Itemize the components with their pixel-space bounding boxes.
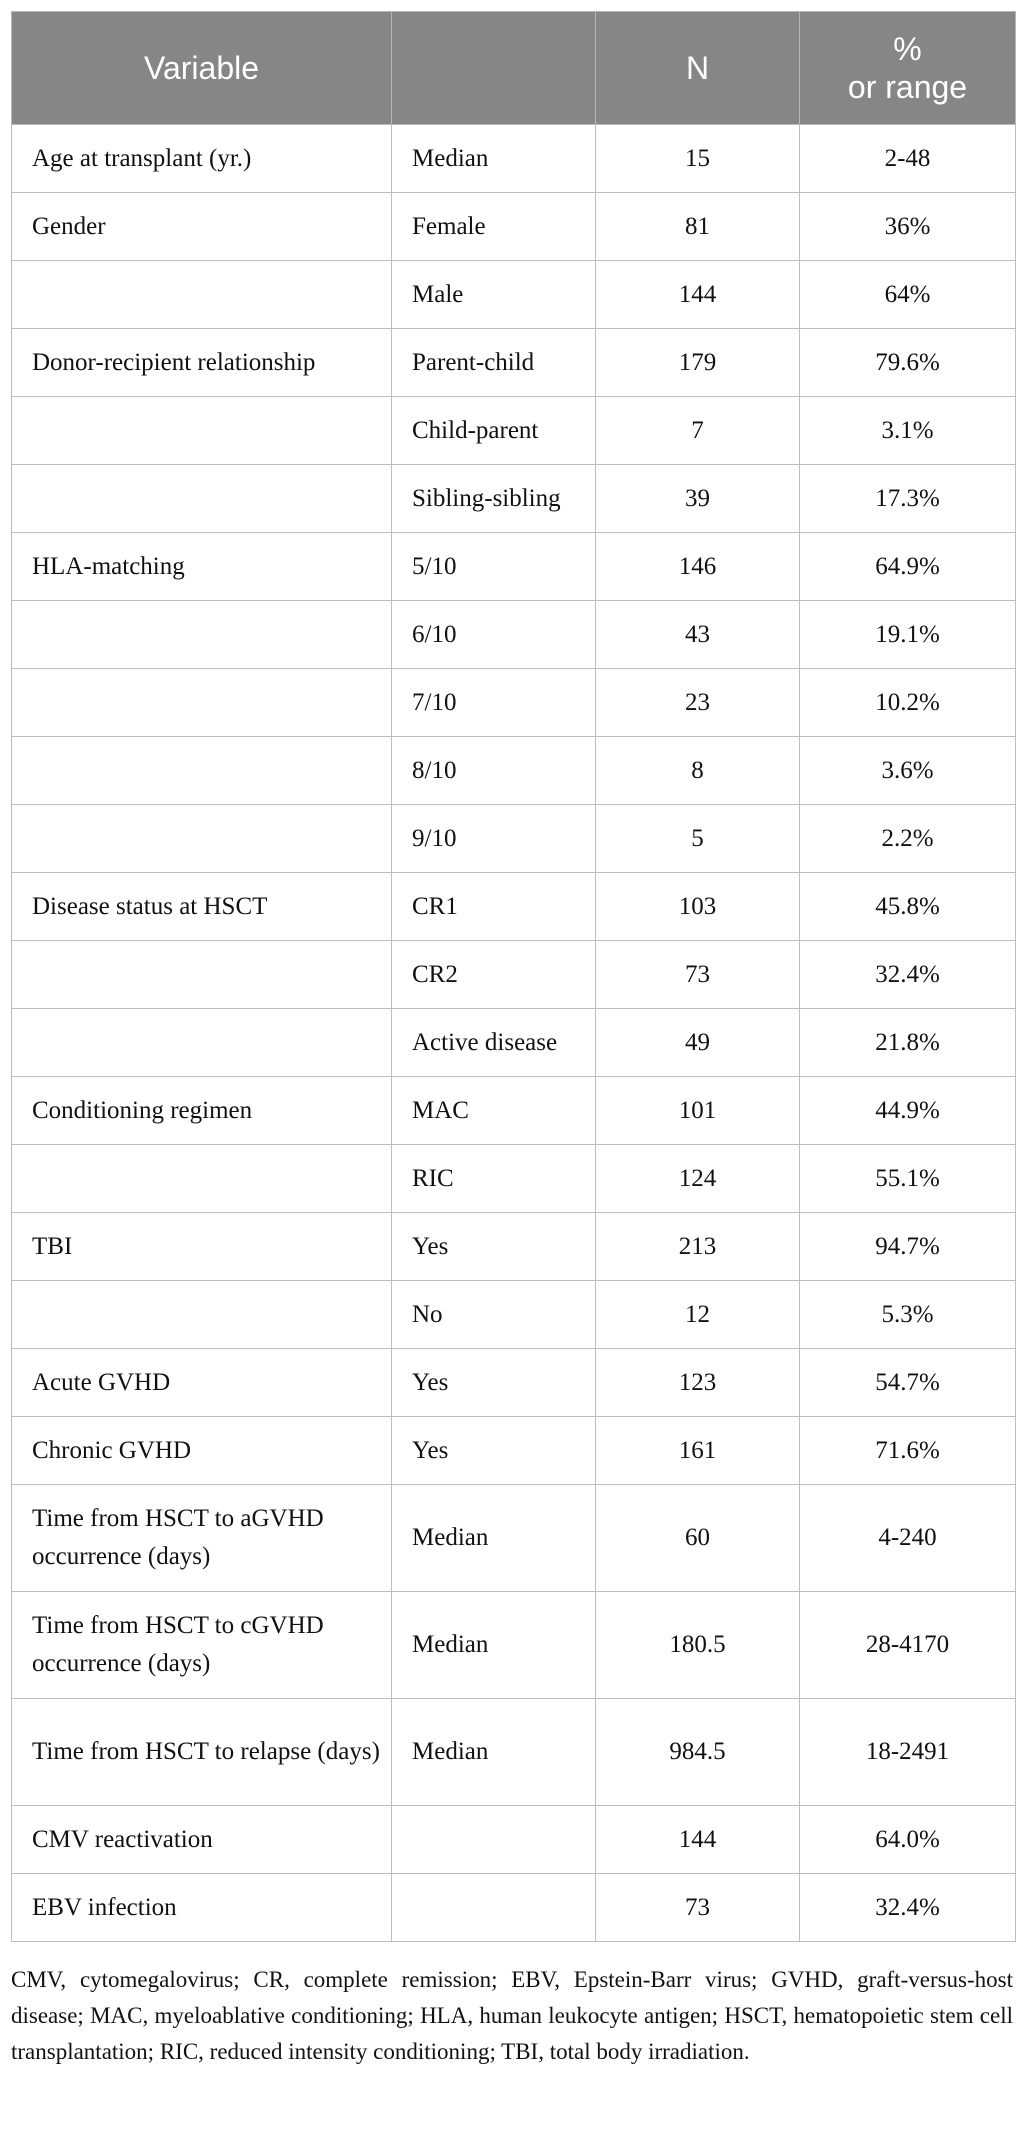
cell-variable bbox=[12, 941, 392, 1009]
cell-n: 213 bbox=[596, 1213, 800, 1281]
table-row bbox=[12, 1349, 1016, 1417]
header-n: N bbox=[596, 12, 800, 125]
table-row bbox=[12, 1009, 1016, 1077]
table-row bbox=[12, 737, 1016, 805]
cell-percent-or-range: 21.8% bbox=[800, 1009, 1016, 1077]
cell-percent-or-range: 71.6% bbox=[800, 1417, 1016, 1485]
cell-category: Sibling-sibling bbox=[392, 465, 596, 533]
header-percent-line1: % bbox=[893, 31, 922, 67]
cell-variable: Age at transplant (yr.) bbox=[12, 125, 392, 193]
cell-category: 7/10 bbox=[392, 669, 596, 737]
cell-category: Yes bbox=[392, 1213, 596, 1281]
header-percent-or-range bbox=[800, 12, 1016, 125]
cell-variable: CMV reactivation bbox=[12, 1806, 392, 1874]
cell-category bbox=[392, 1806, 596, 1874]
cell-n: 39 bbox=[596, 465, 800, 533]
cell-n: 984.5 bbox=[596, 1699, 800, 1806]
cell-variable: Conditioning regimen bbox=[12, 1077, 392, 1145]
table-row bbox=[12, 1145, 1016, 1213]
cell-percent-or-range: 4-240 bbox=[800, 1485, 1016, 1592]
patient-characteristics-table bbox=[11, 11, 1016, 1942]
cell-category: 9/10 bbox=[392, 805, 596, 873]
cell-variable: Chronic GVHD bbox=[12, 1417, 392, 1485]
cell-percent-or-range: 3.1% bbox=[800, 397, 1016, 465]
table-container bbox=[11, 11, 1015, 2070]
table-row bbox=[12, 941, 1016, 1009]
cell-n: 73 bbox=[596, 1874, 800, 1942]
cell-n: 8 bbox=[596, 737, 800, 805]
table-row bbox=[12, 1077, 1016, 1145]
cell-variable bbox=[12, 261, 392, 329]
header-variable: Variable bbox=[12, 12, 392, 125]
table-body bbox=[12, 125, 1016, 1942]
cell-variable: Disease status at HSCT bbox=[12, 873, 392, 941]
cell-n: 124 bbox=[596, 1145, 800, 1213]
cell-category: 8/10 bbox=[392, 737, 596, 805]
cell-percent-or-range: 2-48 bbox=[800, 125, 1016, 193]
cell-percent-or-range: 44.9% bbox=[800, 1077, 1016, 1145]
cell-category: Median bbox=[392, 1699, 596, 1806]
cell-percent-or-range: 94.7% bbox=[800, 1213, 1016, 1281]
cell-category: 5/10 bbox=[392, 533, 596, 601]
cell-variable bbox=[12, 1009, 392, 1077]
cell-percent-or-range: 19.1% bbox=[800, 601, 1016, 669]
cell-category: No bbox=[392, 1281, 596, 1349]
cell-variable bbox=[12, 465, 392, 533]
cell-category: 6/10 bbox=[392, 601, 596, 669]
cell-n: 103 bbox=[596, 873, 800, 941]
cell-n: 144 bbox=[596, 261, 800, 329]
cell-n: 179 bbox=[596, 329, 800, 397]
table-row bbox=[12, 397, 1016, 465]
cell-variable bbox=[12, 1145, 392, 1213]
table-row bbox=[12, 1874, 1016, 1942]
cell-category: Female bbox=[392, 193, 596, 261]
table-row bbox=[12, 465, 1016, 533]
cell-n: 161 bbox=[596, 1417, 800, 1485]
header-percent-line2: or range bbox=[847, 69, 968, 105]
cell-percent-or-range: 18-2491 bbox=[800, 1699, 1016, 1806]
cell-variable bbox=[12, 805, 392, 873]
cell-percent-or-range: 36% bbox=[800, 193, 1016, 261]
cell-variable: EBV infection bbox=[12, 1874, 392, 1942]
cell-category: Median bbox=[392, 1592, 596, 1699]
cell-percent-or-range: 64% bbox=[800, 261, 1016, 329]
table-row bbox=[12, 601, 1016, 669]
cell-percent-or-range: 64.0% bbox=[800, 1806, 1016, 1874]
table-row bbox=[12, 873, 1016, 941]
table-row bbox=[12, 193, 1016, 261]
cell-percent-or-range: 54.7% bbox=[800, 1349, 1016, 1417]
cell-category: Child-parent bbox=[392, 397, 596, 465]
table-row bbox=[12, 1592, 1016, 1699]
table-row bbox=[12, 533, 1016, 601]
cell-n: 7 bbox=[596, 397, 800, 465]
table-row bbox=[12, 1281, 1016, 1349]
header-category bbox=[392, 12, 596, 125]
cell-percent-or-range: 28-4170 bbox=[800, 1592, 1016, 1699]
cell-n: 123 bbox=[596, 1349, 800, 1417]
cell-variable bbox=[12, 601, 392, 669]
cell-n: 49 bbox=[596, 1009, 800, 1077]
table-row bbox=[12, 125, 1016, 193]
table-row bbox=[12, 1806, 1016, 1874]
cell-percent-or-range: 17.3% bbox=[800, 465, 1016, 533]
table-row bbox=[12, 1699, 1016, 1806]
cell-category: Male bbox=[392, 261, 596, 329]
cell-n: 81 bbox=[596, 193, 800, 261]
cell-percent-or-range: 32.4% bbox=[800, 1874, 1016, 1942]
cell-category: CR1 bbox=[392, 873, 596, 941]
cell-percent-or-range: 79.6% bbox=[800, 329, 1016, 397]
cell-percent-or-range: 64.9% bbox=[800, 533, 1016, 601]
cell-n: 73 bbox=[596, 941, 800, 1009]
cell-category bbox=[392, 1874, 596, 1942]
cell-n: 5 bbox=[596, 805, 800, 873]
cell-percent-or-range: 10.2% bbox=[800, 669, 1016, 737]
cell-variable bbox=[12, 1281, 392, 1349]
table-footnote: CMV, cytomegalovirus; CR, complete remission; EBV, Epstein-Barr virus; GVHD, graft-versus-host disease; MAC, myeloablative conditioning; HLA, human leukocyte antigen; HSCT, hematopoietic stem cell transplantation; RIC, reduced intensity conditioning; TBI, total body irradiation. bbox=[11, 1967, 1013, 2064]
cell-percent-or-range: 45.8% bbox=[800, 873, 1016, 941]
cell-category: CR2 bbox=[392, 941, 596, 1009]
table-row bbox=[12, 329, 1016, 397]
cell-percent-or-range: 3.6% bbox=[800, 737, 1016, 805]
table-row bbox=[12, 1417, 1016, 1485]
cell-variable: Time from HSCT to relapse (days) bbox=[12, 1699, 392, 1806]
cell-n: 43 bbox=[596, 601, 800, 669]
cell-variable: Acute GVHD bbox=[12, 1349, 392, 1417]
cell-category: Median bbox=[392, 125, 596, 193]
cell-n: 60 bbox=[596, 1485, 800, 1592]
cell-variable bbox=[12, 397, 392, 465]
cell-category: Yes bbox=[392, 1349, 596, 1417]
cell-variable: HLA-matching bbox=[12, 533, 392, 601]
cell-n: 146 bbox=[596, 533, 800, 601]
cell-percent-or-range: 55.1% bbox=[800, 1145, 1016, 1213]
table-row bbox=[12, 261, 1016, 329]
cell-category: MAC bbox=[392, 1077, 596, 1145]
cell-category: Median bbox=[392, 1485, 596, 1592]
cell-variable: TBI bbox=[12, 1213, 392, 1281]
table-header bbox=[12, 12, 1016, 125]
table-row bbox=[12, 805, 1016, 873]
cell-percent-or-range: 32.4% bbox=[800, 941, 1016, 1009]
cell-n: 15 bbox=[596, 125, 800, 193]
table-row bbox=[12, 1485, 1016, 1592]
cell-n: 23 bbox=[596, 669, 800, 737]
cell-variable bbox=[12, 669, 392, 737]
cell-variable bbox=[12, 737, 392, 805]
cell-category: Parent-child bbox=[392, 329, 596, 397]
cell-category: Yes bbox=[392, 1417, 596, 1485]
table-row bbox=[12, 1213, 1016, 1281]
cell-variable: Donor-recipient relationship bbox=[12, 329, 392, 397]
cell-percent-or-range: 5.3% bbox=[800, 1281, 1016, 1349]
cell-category: RIC bbox=[392, 1145, 596, 1213]
table-row bbox=[12, 669, 1016, 737]
cell-n: 180.5 bbox=[596, 1592, 800, 1699]
cell-n: 101 bbox=[596, 1077, 800, 1145]
cell-n: 144 bbox=[596, 1806, 800, 1874]
cell-category: Active disease bbox=[392, 1009, 596, 1077]
cell-percent-or-range: 2.2% bbox=[800, 805, 1016, 873]
header-row bbox=[12, 12, 1016, 125]
cell-variable: Gender bbox=[12, 193, 392, 261]
cell-variable: Time from HSCT to cGVHD occurrence (days) bbox=[12, 1592, 392, 1699]
cell-variable: Time from HSCT to aGVHD occurrence (days) bbox=[12, 1485, 392, 1592]
cell-n: 12 bbox=[596, 1281, 800, 1349]
